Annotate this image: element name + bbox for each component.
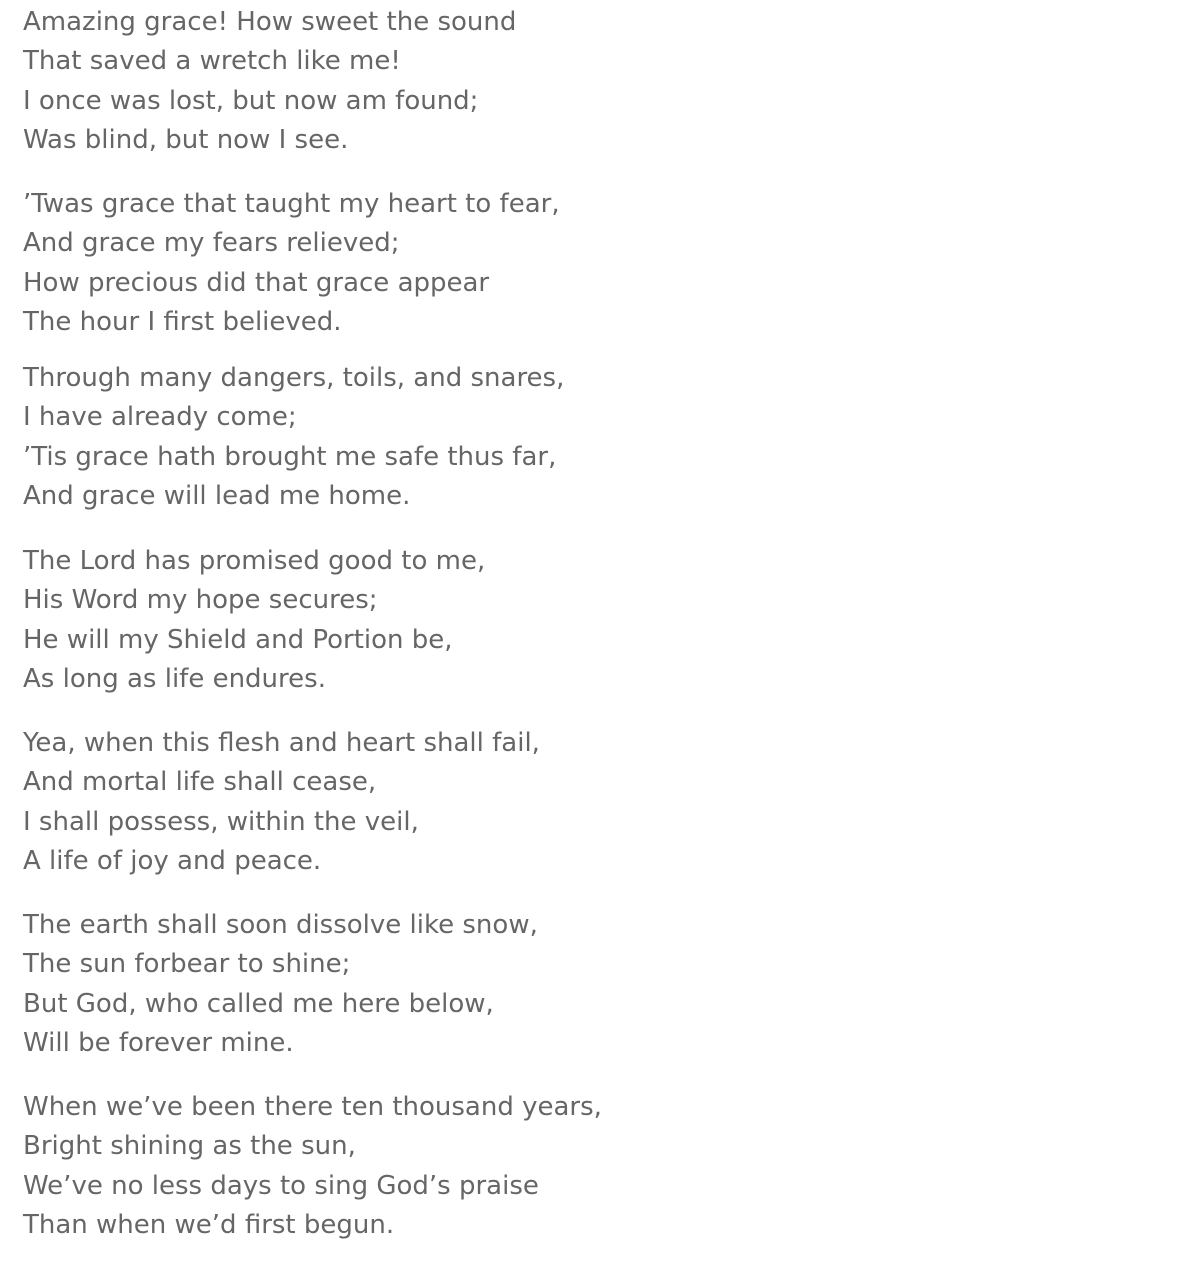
poem-line: I have already come; — [23, 402, 297, 433]
stanza-2 — [23, 185, 1173, 342]
poem-line: How precious did that grace appear — [23, 267, 490, 298]
poem-line: ’Tis grace hath brought me safe thus far, — [23, 441, 557, 472]
stanza-3 — [23, 359, 1173, 516]
poem-line: But God, who called me here below, — [23, 988, 494, 1019]
poem-line: The sun forbear to shine; — [23, 949, 351, 980]
poem-line: Than when we’d first begun. — [23, 1209, 395, 1240]
poem-line: I once was lost, but now am found; — [23, 85, 479, 116]
poem-line: And grace my fears relieved; — [23, 228, 400, 259]
stanza-6 — [23, 906, 1173, 1063]
poem-line: ’Twas grace that taught my heart to fear, — [23, 189, 560, 219]
poem-line: When we’ve been there ten thousand years, — [23, 1092, 602, 1122]
poem-line: Yea, when this flesh and heart shall fail, — [23, 728, 540, 758]
poem-line: Was blind, but now I see. — [23, 124, 349, 155]
poem-line: Bright shining as the sun, — [23, 1131, 356, 1162]
poem-line: And mortal life shall cease, — [23, 767, 377, 798]
stanza-4 — [23, 542, 1173, 699]
poem-line: That saved a wretch like me! — [23, 46, 401, 77]
stanza-5 — [23, 724, 1173, 881]
poem-line: Amazing grace! How sweet the sound — [23, 7, 517, 37]
poem-line: The hour I first believed. — [23, 306, 342, 337]
stanza-1 — [23, 3, 1173, 160]
poem-line: He will my Shield and Portion be, — [23, 624, 453, 655]
poem-line: I shall possess, within the veil, — [23, 806, 419, 837]
poem-line: His Word my hope secures; — [23, 585, 378, 616]
poem-line: The Lord has promised good to me, — [23, 546, 486, 576]
poem-line: And grace will lead me home. — [23, 480, 411, 511]
poem-line: As long as life endures. — [23, 663, 326, 694]
poem-line: Will be forever mine. — [23, 1027, 294, 1058]
poem-line: Through many dangers, toils, and snares, — [23, 363, 565, 393]
stanza-7 — [23, 1088, 1173, 1245]
poem-line: A life of joy and peace. — [23, 845, 322, 876]
poem-line: We’ve no less days to sing God’s praise — [23, 1170, 539, 1201]
poem-line: The earth shall soon dissolve like snow, — [23, 910, 538, 940]
